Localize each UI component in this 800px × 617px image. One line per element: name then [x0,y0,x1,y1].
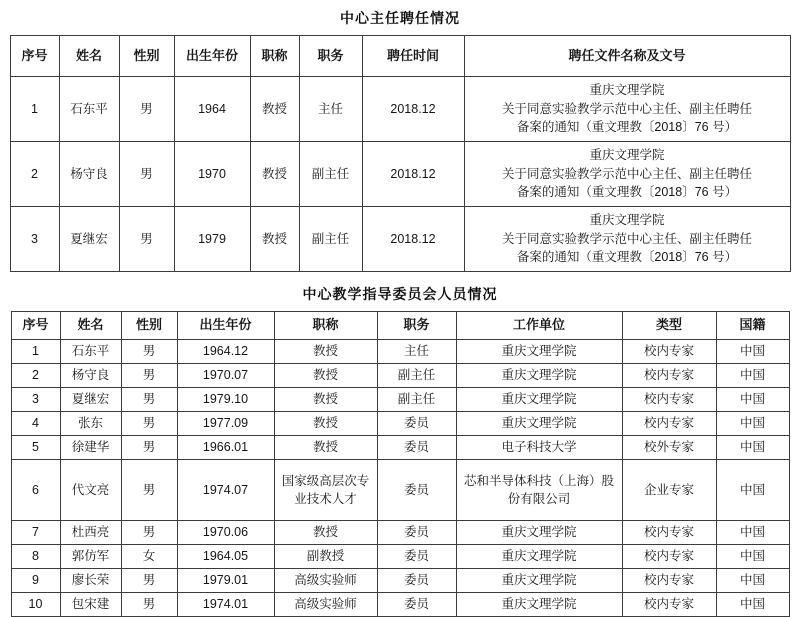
table-cell: 男 [121,436,177,460]
table-cell: 教授 [274,521,377,545]
table-cell: 6 [11,460,60,521]
table-cell: 1970.06 [177,521,274,545]
column-header: 序号 [11,312,60,340]
table2-title: 中心教学指导委员会人员情况 [302,286,498,302]
column-header: 类型 [622,312,716,340]
table-cell: 委员 [377,436,456,460]
table-cell: 重庆文理学院 [456,364,622,388]
table-cell: 中国 [716,593,789,617]
table-row [10,142,790,207]
table-cell: 夏继宏 [60,388,121,412]
table-row [11,521,789,545]
table-cell: 1964.12 [177,340,274,364]
doc-line: 关于同意实验教学示范中心主任、副主任聘任 [501,231,752,246]
column-header: 工作单位 [456,312,622,340]
table-row [10,77,790,142]
committee-members-table [11,311,790,617]
table-row [11,364,789,388]
doc-line: 备案的通知（重文理教〔2018〕76 号） [516,120,738,135]
table-cell: 1977.09 [177,412,274,436]
column-header: 出生年份 [177,312,274,340]
table-cell: 张东 [60,412,121,436]
table-cell: 高级实验师 [274,593,377,617]
table-cell: 男 [121,569,177,593]
table-cell: 石东平 [60,340,121,364]
table-cell: 杨守良 [60,364,121,388]
table-cell: 副主任 [377,388,456,412]
table-cell: 2 [11,364,60,388]
column-header: 性别 [119,36,174,77]
table-cell: 杨守良 [59,142,119,207]
table-cell: 国家级高层次专业技术人才 [274,460,377,521]
table-cell: 1 [11,340,60,364]
table-cell: 代文亮 [60,460,121,521]
column-header: 序号 [10,36,59,77]
table-cell: 副主任 [299,142,362,207]
column-header: 职务 [299,36,362,77]
table-cell: 夏继宏 [59,207,119,272]
table-row [11,436,789,460]
table-cell: 男 [121,388,177,412]
director-appointment-table [10,35,791,272]
table-cell: 校内专家 [622,388,716,412]
table-row [11,460,789,521]
table-cell: 副主任 [377,364,456,388]
table-cell: 重庆文理学院 [456,340,622,364]
table-cell: 校内专家 [622,545,716,569]
table-cell: 校内专家 [622,412,716,436]
column-header: 职称 [250,36,299,77]
table-cell: 1964 [174,77,250,142]
table-row [11,388,789,412]
table-cell: 1974.07 [177,460,274,521]
table-cell: 教授 [250,142,299,207]
table-cell: 中国 [716,545,789,569]
table-cell: 教授 [274,340,377,364]
table-cell: 女 [121,545,177,569]
table-cell: 1979.10 [177,388,274,412]
table-cell: 2018.12 [362,77,464,142]
table-cell: 1964.05 [177,545,274,569]
table-cell: 副主任 [299,207,362,272]
table-cell: 委员 [377,593,456,617]
table-cell: 男 [121,593,177,617]
table-cell: 8 [11,545,60,569]
table-cell: 1970.07 [177,364,274,388]
table-cell: 中国 [716,521,789,545]
column-header: 出生年份 [174,36,250,77]
table-cell: 男 [121,412,177,436]
table-cell: 中国 [716,340,789,364]
table-cell: 重庆文理学院 [456,593,622,617]
table-cell [464,142,790,207]
table-cell: 1 [10,77,59,142]
table-cell: 男 [119,77,174,142]
table-cell: 副教授 [274,545,377,569]
table-cell: 1970 [174,142,250,207]
table1-title: 中心主任聘任情况 [340,10,460,26]
table-cell: 2018.12 [362,142,464,207]
table-cell: 主任 [377,340,456,364]
table-cell: 4 [11,412,60,436]
table-row [11,412,789,436]
table-row [11,340,789,364]
table-cell: 企业专家 [622,460,716,521]
table-cell: 校内专家 [622,593,716,617]
table-cell: 教授 [250,207,299,272]
table-cell: 重庆文理学院 [456,521,622,545]
column-header: 聘任时间 [362,36,464,77]
table-cell: 委员 [377,545,456,569]
table-cell: 高级实验师 [274,569,377,593]
table-cell: 男 [121,460,177,521]
table-cell: 主任 [299,77,362,142]
table-cell: 男 [121,340,177,364]
table-cell: 重庆文理学院 [456,412,622,436]
table-cell: 中国 [716,460,789,521]
table-cell: 教授 [274,436,377,460]
table-cell: 石东平 [59,77,119,142]
table-cell: 校外专家 [622,436,716,460]
table-cell: 1979.01 [177,569,274,593]
table-cell: 男 [119,207,174,272]
table-cell: 教授 [274,412,377,436]
column-header: 国籍 [716,312,789,340]
doc-line: 关于同意实验教学示范中心主任、副主任聘任 [501,101,752,116]
table-cell: 包宋建 [60,593,121,617]
table-row [11,569,789,593]
column-header: 姓名 [60,312,121,340]
table-header-row [11,312,789,340]
table-cell [464,77,790,142]
table-cell: 男 [119,142,174,207]
table-cell: 9 [11,569,60,593]
table-cell: 芯和半导体科技（上海）股份有限公司 [456,460,622,521]
table-cell: 男 [121,521,177,545]
table-cell: 重庆文理学院 [456,569,622,593]
doc-line: 重庆文理学院 [589,147,665,162]
table-row [10,207,790,272]
table-cell: 教授 [274,388,377,412]
table-cell: 1966.01 [177,436,274,460]
table-cell: 杜西亮 [60,521,121,545]
table-cell: 委员 [377,460,456,521]
doc-line: 重庆文理学院 [589,212,665,227]
table-cell: 1974.01 [177,593,274,617]
column-header: 聘任文件名称及文号 [464,36,790,77]
table-cell: 重庆文理学院 [456,388,622,412]
table-header-row [10,36,790,77]
column-header: 姓名 [59,36,119,77]
table-cell: 校内专家 [622,569,716,593]
table-cell: 2 [10,142,59,207]
table-cell: 男 [121,364,177,388]
table-cell: 1979 [174,207,250,272]
table-cell: 委员 [377,412,456,436]
table-cell: 10 [11,593,60,617]
table-cell: 校内专家 [622,340,716,364]
table-cell: 郭仿军 [60,545,121,569]
table-cell: 中国 [716,364,789,388]
table-cell: 廖长荣 [60,569,121,593]
table-cell: 教授 [274,364,377,388]
doc-line: 备案的通知（重文理教〔2018〕76 号） [516,185,738,200]
table-row [11,593,789,617]
table-cell: 校内专家 [622,521,716,545]
table-cell: 中国 [716,436,789,460]
table-cell: 中国 [716,569,789,593]
table-cell: 校内专家 [622,364,716,388]
doc-line: 关于同意实验教学示范中心主任、副主任聘任 [501,166,752,181]
column-header: 性别 [121,312,177,340]
table-cell: 重庆文理学院 [456,545,622,569]
table-cell: 2018.12 [362,207,464,272]
table-cell: 中国 [716,412,789,436]
doc-line: 重庆文理学院 [589,82,665,97]
table-cell: 教授 [250,77,299,142]
table-cell [464,207,790,272]
table-cell: 5 [11,436,60,460]
table-cell: 委员 [377,569,456,593]
table-cell: 中国 [716,388,789,412]
column-header: 职称 [274,312,377,340]
column-header: 职务 [377,312,456,340]
table-cell: 委员 [377,521,456,545]
table-cell: 3 [11,388,60,412]
table-cell: 3 [10,207,59,272]
doc-line: 备案的通知（重文理教〔2018〕76 号） [516,250,738,265]
table-row [11,545,789,569]
table-cell: 徐建华 [60,436,121,460]
table-cell: 电子科技大学 [456,436,622,460]
table-cell: 7 [11,521,60,545]
